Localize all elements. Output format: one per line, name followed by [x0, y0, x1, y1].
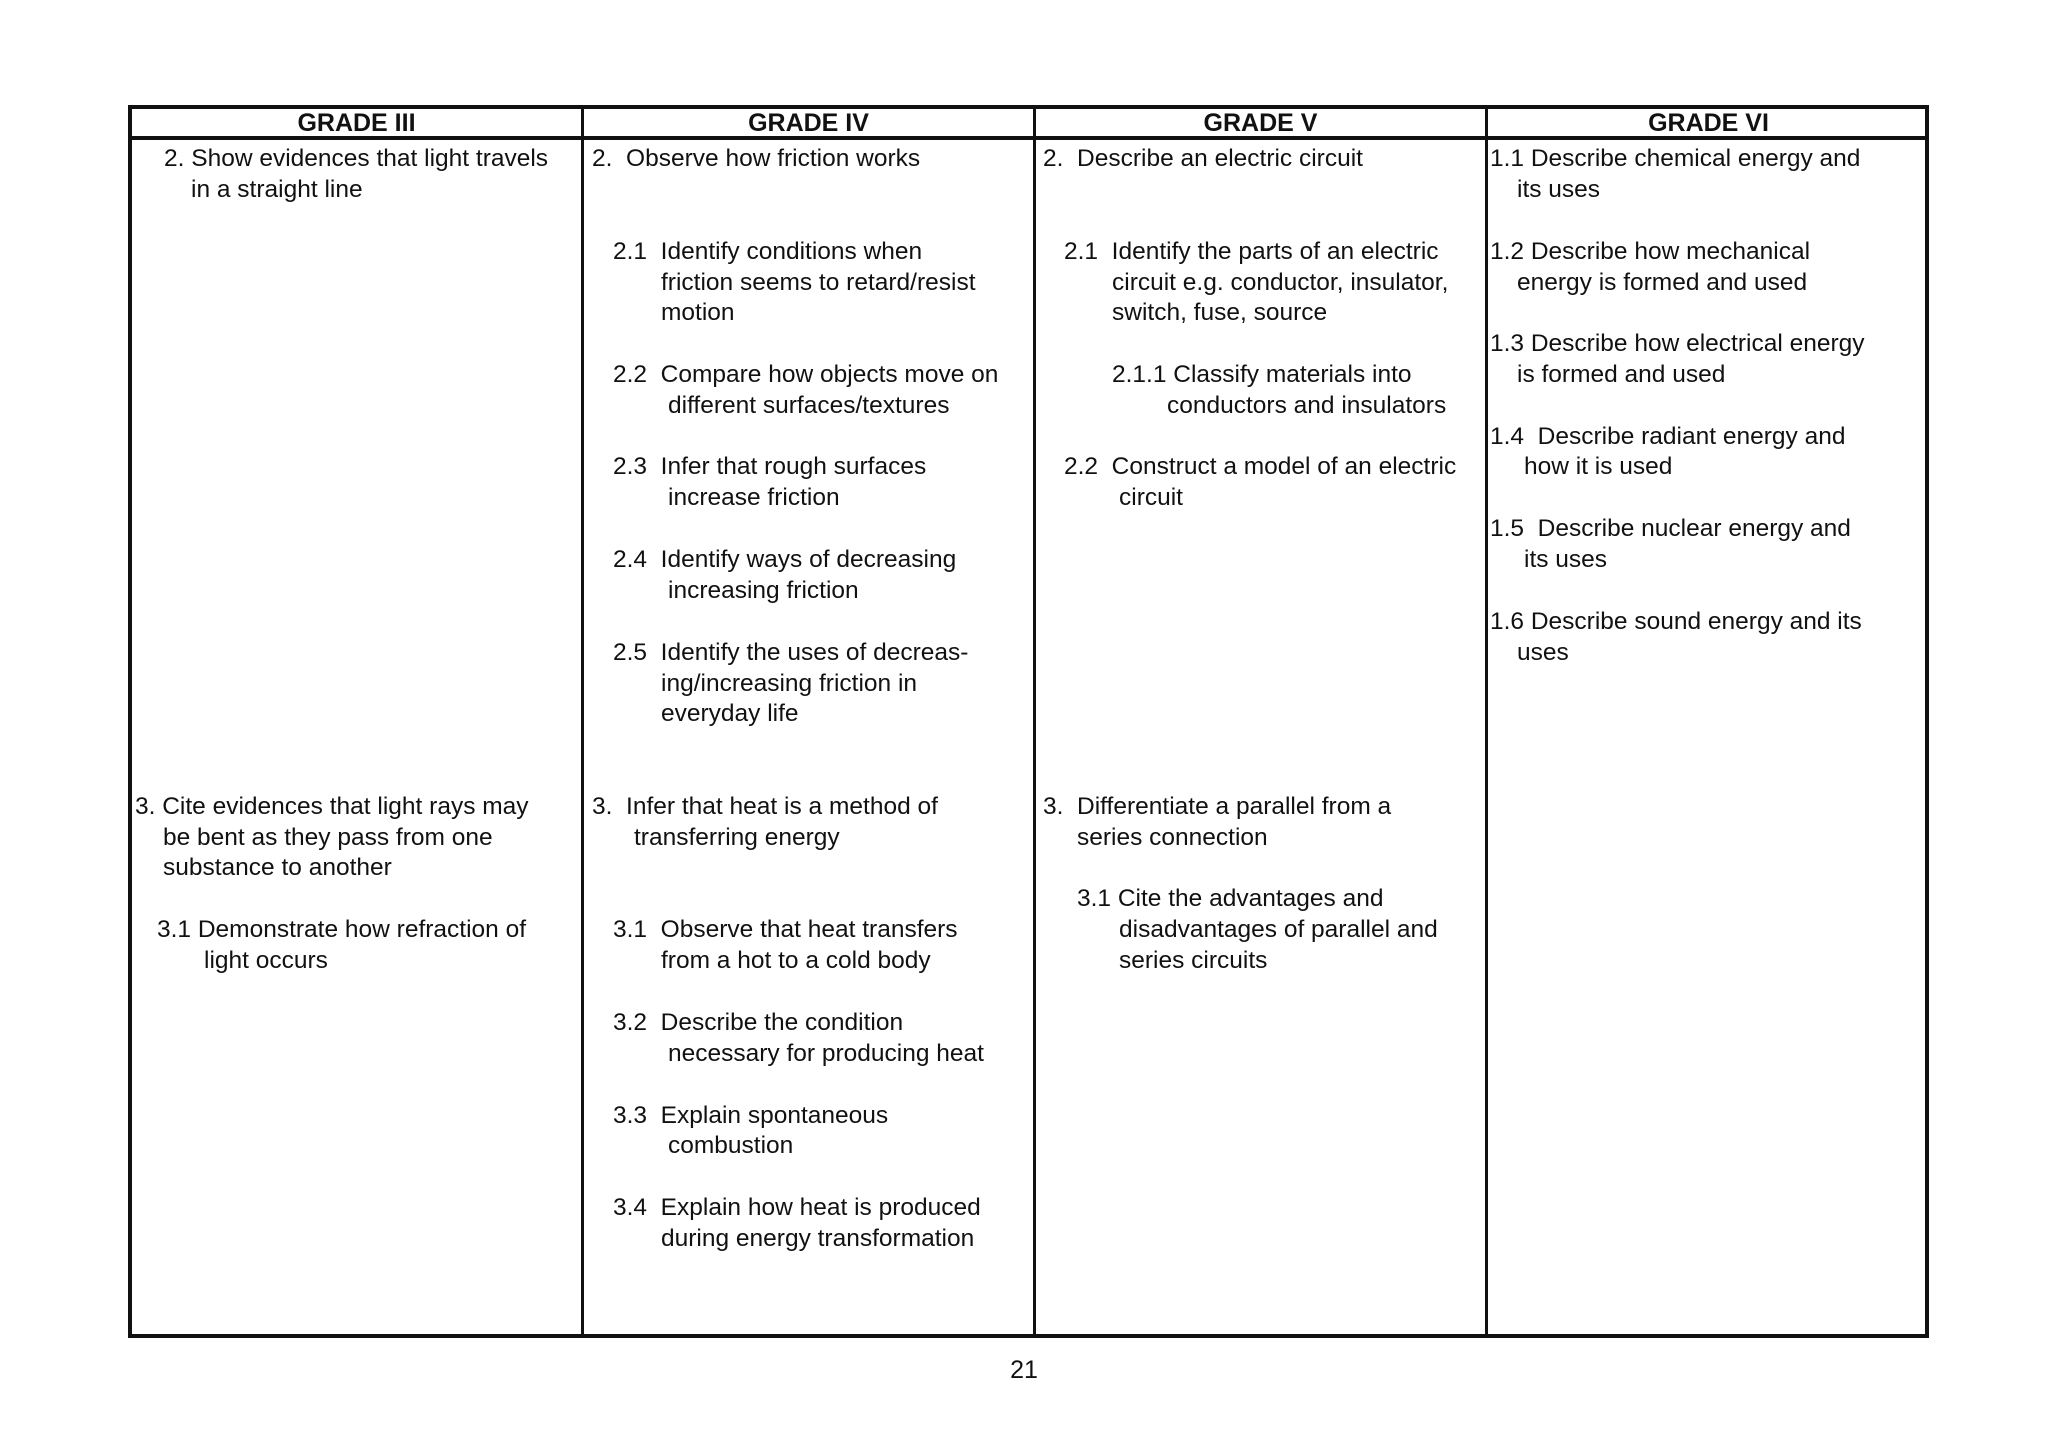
grade-iv-objective-2-3-line-2: increase friction [668, 484, 840, 511]
grade-iii-objective-2-line-1: 2. Show evidences that light travels [164, 145, 549, 172]
grade-v-objective-3-line-1: 3. Differentiate a parallel from a [1043, 793, 1392, 820]
grade-v-objective-2-2-line-1: 2.2 Construct a model of an electric [1064, 453, 1457, 480]
grade-vi-objective-1-4-line-2: how it is used [1524, 453, 1673, 480]
grade-v-objective-3-line-2: series connection [1077, 824, 1268, 851]
grade-v-objective-2-2-line-2: circuit [1119, 484, 1183, 511]
grade-iv-objective-2-2-line-2: different surfaces/textures [668, 392, 950, 419]
table-header-row [132, 109, 1925, 140]
grade-vi-objective-1-5-line-2: its uses [1524, 546, 1608, 573]
grade-v-objective-2-1-1-line-2: conductors and insulators [1167, 392, 1447, 419]
grade-iv-objective-2: 2. Observe how friction works [592, 145, 921, 172]
grade-iii-objective-3-line-2: be bent as they pass from one [163, 824, 493, 851]
grade-iv-objective-2-2-line-1: 2.2 Compare how objects move on [613, 361, 999, 388]
grade-vi-objective-1-3-line-1: 1.3 Describe how electrical energy [1490, 330, 1865, 357]
grade-vi-objective-1-1-line-1: 1.1 Describe chemical energy and [1490, 145, 1861, 172]
grade-iv-objective-3-3-line-2: combustion [668, 1132, 794, 1159]
grade-vi-objective-1-2-line-1: 1.2 Describe how mechanical [1490, 238, 1811, 265]
grade-iv-objective-3-4-line-2: during energy transformation [661, 1225, 975, 1252]
column-header-grade-iv: GRADE IV [748, 109, 869, 137]
grade-iv-objective-2-5-line-3: everyday life [661, 700, 799, 727]
grade-v-objective-3-1-line-2: disadvantages of parallel and [1119, 916, 1438, 943]
grade-v-objective-2-1-line-2: circuit e.g. conductor, insulator, [1112, 269, 1449, 296]
column-divider [1033, 109, 1036, 1334]
grade-vi-objective-1-6-line-1: 1.6 Describe sound energy and its [1490, 608, 1862, 635]
grade-iii-objective-3-1-line-1: 3.1 Demonstrate how refraction of [157, 916, 527, 943]
grade-iv-objective-2-1-line-1: 2.1 Identify conditions when [613, 238, 923, 265]
grade-iv-objective-3-line-1: 3. Infer that heat is a method of [592, 793, 938, 820]
column-header-grade-v: GRADE V [1203, 109, 1318, 137]
grade-iv-objective-3-2-line-1: 3.2 Describe the condition [613, 1009, 904, 1036]
grade-v-objective-2-1-line-1: 2.1 Identify the parts of an electric [1064, 238, 1439, 265]
column-divider [1485, 109, 1488, 1334]
grade-iii-objective-2-line-2: in a straight line [191, 176, 363, 203]
grade-iv-objective-2-5-line-2: ing/increasing friction in [661, 670, 918, 697]
grade-v-objective-3-1-line-3: series circuits [1119, 947, 1268, 974]
grade-v-objective-2-1-line-3: switch, fuse, source [1112, 299, 1328, 326]
grade-iv-objective-3-4-line-1: 3.4 Explain how heat is produced [613, 1194, 981, 1221]
grade-vi-objective-1-6-line-2: uses [1517, 639, 1569, 666]
curriculum-table [128, 105, 1929, 1338]
grade-iv-objective-3-line-2: transferring energy [634, 824, 840, 851]
page-number: 21 [1010, 1356, 1038, 1384]
grade-v-objective-2-1-1-line-1: 2.1.1 Classify materials into [1112, 361, 1412, 388]
grade-iii-objective-3-line-1: 3. Cite evidences that light rays may [135, 793, 529, 820]
grade-v-objective-3-1-line-1: 3.1 Cite the advantages and [1077, 885, 1384, 912]
grade-iv-objective-2-1-line-3: motion [661, 299, 735, 326]
grade-vi-objective-1-5-line-1: 1.5 Describe nuclear energy and [1490, 515, 1851, 542]
column-header-grade-vi: GRADE VI [1648, 109, 1769, 137]
grade-iv-objective-2-1-line-2: friction seems to retard/resist [661, 269, 976, 296]
grade-iv-objective-2-4-line-1: 2.4 Identify ways of decreasing [613, 546, 957, 573]
grade-vi-objective-1-4-line-1: 1.4 Describe radiant energy and [1490, 423, 1846, 450]
grade-iv-objective-3-2-line-2: necessary for producing heat [668, 1040, 984, 1067]
grade-iv-objective-3-1-line-1: 3.1 Observe that heat transfers [613, 916, 958, 943]
grade-vi-objective-1-2-line-2: energy is formed and used [1517, 269, 1808, 296]
grade-iv-objective-2-5-line-1: 2.5 Identify the uses of decreas- [613, 639, 969, 666]
grade-vi-objective-1-1-line-2: its uses [1517, 176, 1601, 203]
grade-iv-objective-2-4-line-2: increasing friction [668, 577, 859, 604]
grade-iii-objective-3-line-3: substance to another [163, 854, 392, 881]
column-header-grade-iii: GRADE III [297, 109, 416, 137]
grade-iv-objective-3-1-line-2: from a hot to a cold body [661, 947, 931, 974]
grade-iv-objective-2-3-line-1: 2.3 Infer that rough surfaces [613, 453, 927, 480]
grade-iii-objective-3-1-line-2: light occurs [204, 947, 328, 974]
column-divider [581, 109, 584, 1334]
grade-iv-objective-3-3-line-1: 3.3 Explain spontaneous [613, 1102, 889, 1129]
grade-v-objective-2: 2. Describe an electric circuit [1043, 145, 1363, 172]
grade-vi-objective-1-3-line-2: is formed and used [1517, 361, 1726, 388]
